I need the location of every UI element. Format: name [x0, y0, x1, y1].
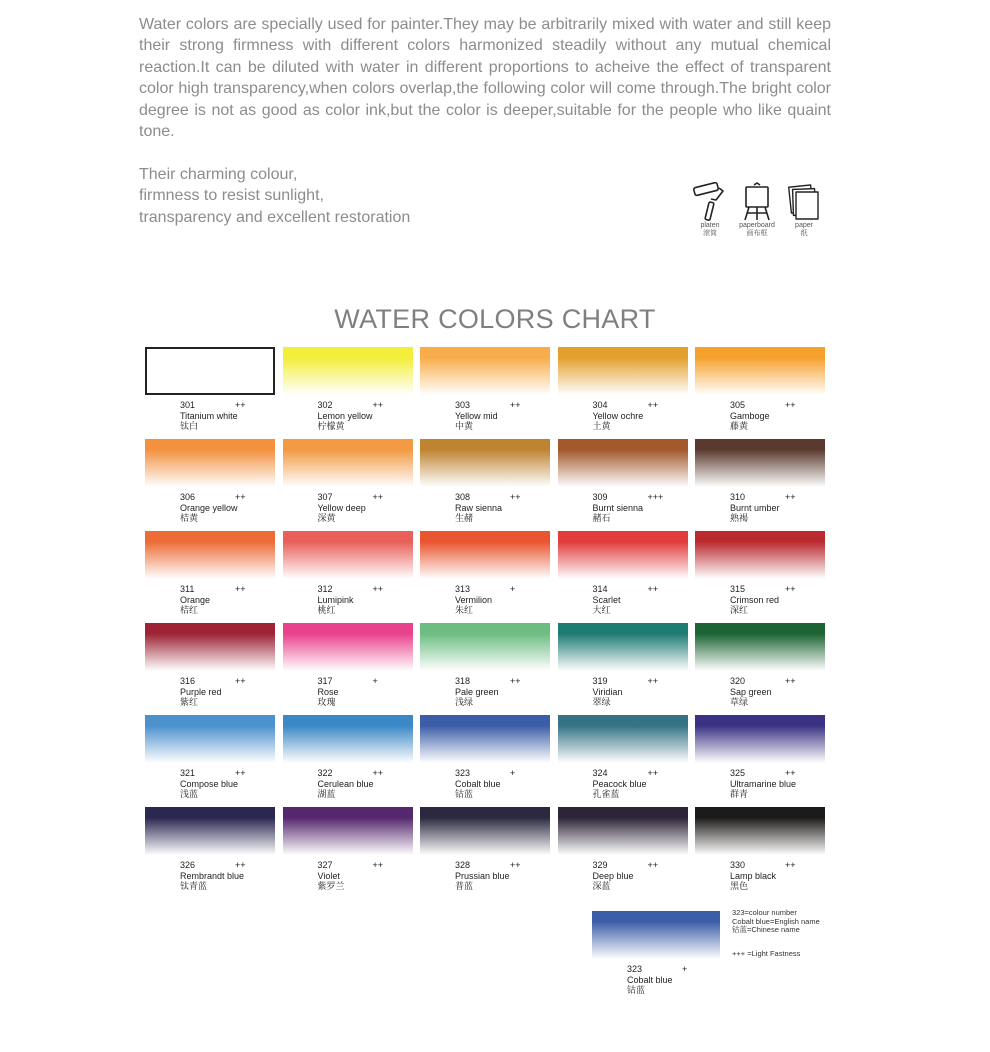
color-cell-309: [558, 439, 688, 527]
color-label: [593, 584, 659, 616]
use-label-zh: 纸: [800, 230, 808, 237]
color-cell-329: [558, 807, 688, 895]
use-label-en: paper: [795, 222, 813, 229]
color-label: [593, 860, 659, 892]
color-label: [180, 400, 246, 432]
light-fastness: ++: [235, 768, 246, 778]
color-cell-312: [283, 531, 413, 619]
color-swatch: [283, 623, 413, 671]
color-cell-310: [695, 439, 825, 527]
color-label: [593, 492, 664, 524]
color-swatch: [145, 347, 275, 395]
usage-icons: [688, 182, 833, 242]
color-name-en: Sap green: [730, 686, 772, 697]
color-name-zh: 柠檬黄: [317, 421, 345, 432]
color-name-en: Crimson red: [730, 594, 780, 605]
color-label: [318, 768, 384, 800]
color-label: [730, 860, 796, 892]
color-cell-301: [145, 347, 275, 435]
color-name-en: Viridian: [592, 686, 623, 697]
light-fastness: ++: [785, 400, 796, 410]
color-cell-322: [283, 715, 413, 803]
color-swatch: [558, 531, 688, 579]
color-name-zh: 赭石: [592, 513, 611, 524]
light-fastness: ++: [235, 676, 246, 686]
feature-line: transparency and excellent restoration: [139, 208, 411, 226]
color-label: [180, 584, 246, 616]
light-fastness: +++: [647, 492, 664, 502]
color-label: [730, 768, 796, 800]
paper-stack-icon: [784, 182, 824, 222]
light-fastness: ++: [647, 584, 659, 594]
color-name-en: Purple red: [180, 686, 222, 697]
light-fastness: ++: [372, 584, 384, 594]
color-swatch: [420, 347, 550, 395]
color-number: 304: [592, 400, 608, 410]
color-name-zh: 钛青蓝: [180, 881, 208, 892]
color-swatch: [283, 715, 413, 763]
color-label: [730, 584, 796, 616]
color-cell-313: [420, 531, 550, 619]
legend-swatch: [592, 911, 720, 959]
color-cell-316: [145, 623, 275, 711]
light-fastness: +: [510, 584, 516, 594]
color-swatch: [145, 439, 275, 487]
light-fastness: ++: [372, 492, 384, 502]
color-name-zh: 熟褐: [730, 513, 749, 524]
color-name-en: Burnt sienna: [592, 502, 644, 513]
color-name-en: Scarlet: [592, 594, 621, 605]
color-cell-321: [145, 715, 275, 803]
color-swatch: [695, 531, 825, 579]
legend-note: 323=colour number: [732, 908, 797, 917]
color-number: 314: [592, 584, 608, 594]
light-fastness: ++: [785, 768, 796, 778]
light-fastness: ++: [785, 584, 796, 594]
color-name-en: Yellow deep: [317, 502, 366, 513]
light-fastness: +: [510, 768, 516, 778]
color-name-zh: 黑色: [730, 881, 749, 892]
color-name-zh: 钛白: [180, 421, 199, 432]
color-name-zh: 钴蓝: [455, 789, 474, 800]
color-number: 305: [730, 400, 746, 410]
color-cell-302: [283, 347, 413, 435]
color-number: 311: [180, 584, 195, 594]
color-cell-328: [420, 807, 550, 895]
color-name-en: Rose: [317, 686, 339, 697]
color-name-zh: 藤黄: [730, 421, 749, 432]
color-name-en: Burnt umber: [730, 502, 780, 513]
color-cell-319: [558, 623, 688, 711]
color-number: 303: [455, 400, 471, 410]
legend: [592, 908, 832, 1011]
color-cell-306: [145, 439, 275, 527]
use-label-en: platen: [700, 222, 720, 229]
color-name-en: Raw sienna: [455, 502, 503, 513]
color-cell-317: [283, 623, 413, 711]
color-name-en: Orange: [180, 594, 211, 605]
features-list: [139, 164, 410, 228]
legend-note: 钴蓝=Chinese name: [732, 925, 800, 935]
color-swatch: [558, 439, 688, 487]
color-label: [318, 492, 384, 524]
color-name-en: Gamboge: [730, 410, 770, 421]
intro-paragraph: Water colors are specially used for painter.They may be arbitrarily mixed with water and still keep their strong firmness with different colors harmonized steadily without any mutual chemical reaction.It can be diluted with water in different proportions to acheive the effect of transparent color high transparency,when colors overlap,the following color will come through.The bright color degree is not as good as color ink,but the color is deeper,suitable for the people who like quaint tone.: [139, 16, 831, 141]
use-paperboard: [735, 182, 779, 238]
color-number: 323: [627, 964, 643, 974]
light-fastness: ++: [647, 768, 659, 778]
color-swatch: [695, 439, 825, 487]
light-fastness: ++: [235, 584, 246, 594]
color-name-en: Cobalt blue: [627, 974, 673, 985]
light-fastness: +: [372, 676, 378, 686]
color-swatch: [283, 347, 413, 395]
color-name-zh: 孔雀蓝: [592, 789, 620, 800]
color-number: 320: [730, 676, 746, 686]
color-number: 323: [455, 768, 471, 778]
color-number: 329: [592, 860, 608, 870]
color-label: [318, 400, 384, 432]
color-number: 312: [317, 584, 333, 594]
color-swatch: [283, 807, 413, 855]
color-label: [455, 676, 521, 708]
color-cell-315: [695, 531, 825, 619]
light-fastness: ++: [510, 676, 521, 686]
color-name-zh: 湖蓝: [317, 789, 336, 800]
color-swatch: [420, 439, 550, 487]
color-swatch: [420, 623, 550, 671]
color-name-en: Ultramarine blue: [730, 778, 797, 789]
color-swatch: [695, 347, 825, 395]
color-number: 328: [455, 860, 471, 870]
color-label: [730, 400, 796, 432]
color-name-zh: 普蓝: [455, 881, 474, 892]
color-swatch: [420, 715, 550, 763]
light-fastness: ++: [510, 492, 521, 502]
light-fastness: ++: [647, 400, 659, 410]
color-label: [455, 492, 521, 524]
color-name-zh: 群青: [730, 789, 749, 800]
color-name-zh: 深红: [730, 605, 749, 616]
color-cell-318: [420, 623, 550, 711]
color-number: 322: [317, 768, 333, 778]
color-number: 310: [730, 492, 746, 502]
color-name-en: Vermilion: [455, 594, 493, 605]
color-name-en: Orange yellow: [180, 502, 238, 513]
color-label: [318, 584, 384, 616]
color-label: [593, 768, 659, 800]
color-name-en: Lamp black: [730, 870, 777, 881]
light-fastness: ++: [372, 400, 384, 410]
legend-note: Cobalt blue=English name: [732, 916, 820, 926]
color-name-zh: 深黄: [317, 513, 336, 524]
color-name-en: Compose blue: [180, 778, 239, 789]
color-swatch: [145, 623, 275, 671]
color-label: [180, 676, 246, 708]
color-number: 324: [592, 768, 608, 778]
color-name-en: Rembrandt blue: [180, 870, 245, 881]
color-number: 317: [317, 676, 333, 686]
color-number: 316: [180, 676, 196, 686]
light-fastness: ++: [785, 860, 796, 870]
light-fastness: ++: [647, 676, 659, 686]
color-cell-311: [145, 531, 275, 619]
use-platen: [688, 182, 732, 238]
legend-label: [627, 964, 687, 996]
color-name-zh: 生赭: [455, 513, 474, 524]
color-name-zh: 中黄: [455, 421, 474, 432]
legend-notes: [732, 909, 820, 958]
color-number: 301: [180, 400, 196, 410]
legend-note: +++ =Light Fastness: [732, 948, 801, 958]
use-paper: [782, 182, 826, 238]
color-name-zh: 草绿: [730, 697, 749, 708]
color-swatch: [558, 715, 688, 763]
color-label: [180, 492, 246, 524]
color-name-en: Deep blue: [592, 870, 634, 881]
color-cell-303: [420, 347, 550, 435]
color-cell-307: [283, 439, 413, 527]
color-name-zh: 浅蓝: [180, 789, 199, 800]
color-name-zh: 朱红: [455, 605, 474, 616]
color-name-zh: 桔黄: [180, 513, 199, 524]
light-fastness: ++: [785, 492, 796, 502]
color-label: [180, 860, 246, 892]
use-label-zh: 画布框: [746, 230, 768, 237]
color-name-en: Prussian blue: [455, 870, 510, 881]
color-cell-320: [695, 623, 825, 711]
light-fastness: ++: [372, 768, 384, 778]
color-label: [455, 860, 521, 892]
light-fastness: ++: [372, 860, 384, 870]
color-name-zh: 紫红: [180, 697, 199, 708]
color-number: 302: [317, 400, 333, 410]
color-label: [455, 768, 515, 800]
color-swatch: [145, 807, 275, 855]
color-swatch: [283, 531, 413, 579]
color-number: 318: [455, 676, 471, 686]
color-cell-305: [695, 347, 825, 435]
light-fastness: ++: [510, 860, 521, 870]
light-fastness: ++: [647, 860, 659, 870]
color-number: 313: [455, 584, 471, 594]
color-name-en: Cerulean blue: [317, 778, 374, 789]
color-number: 326: [180, 860, 196, 870]
light-fastness: +: [682, 964, 688, 974]
light-fastness: ++: [235, 492, 246, 502]
color-cell-314: [558, 531, 688, 619]
color-swatch: [558, 347, 688, 395]
color-name-zh: 玫瑰: [317, 697, 336, 708]
color-cell-323: [420, 715, 550, 803]
color-label: [455, 584, 515, 616]
color-cell-326: [145, 807, 275, 895]
chart-title: WATER COLORS CHART: [334, 304, 656, 334]
color-name-en: Peacock blue: [592, 778, 647, 789]
color-swatch: [145, 715, 275, 763]
use-label-zh: 滚筒: [703, 230, 717, 237]
color-cell-330: [695, 807, 825, 895]
color-name-zh: 翠绿: [592, 697, 611, 708]
color-label: [730, 492, 796, 524]
feature-line: firmness to resist sunlight,: [139, 187, 324, 205]
color-cell-304: [558, 347, 688, 435]
color-number: 321: [180, 768, 196, 778]
color-number: 307: [317, 492, 333, 502]
color-cell-324: [558, 715, 688, 803]
color-number: 330: [730, 860, 746, 870]
color-label: [593, 400, 659, 432]
color-swatch: [145, 531, 275, 579]
color-swatch: [695, 715, 825, 763]
color-label: [593, 676, 659, 708]
light-fastness: ++: [235, 860, 246, 870]
light-fastness: ++: [510, 400, 521, 410]
color-number: 325: [730, 768, 746, 778]
feature-line: Their charming colour,: [139, 166, 298, 183]
color-label: [318, 860, 384, 892]
color-name-zh: 浅绿: [455, 697, 474, 708]
color-swatch: [695, 807, 825, 855]
color-label: [318, 676, 378, 708]
light-fastness: ++: [235, 400, 246, 410]
color-number: 308: [455, 492, 471, 502]
color-cell-308: [420, 439, 550, 527]
color-name-en: Yellow ochre: [592, 410, 644, 421]
color-number: 315: [730, 584, 746, 594]
color-name-en: Pale green: [455, 686, 499, 697]
color-name-en: Titanium white: [180, 410, 238, 421]
color-swatch: [558, 807, 688, 855]
color-number: 306: [180, 492, 196, 502]
color-name-en: Lumipink: [317, 594, 354, 605]
color-name-zh: 深蓝: [592, 881, 611, 892]
color-name-en: Yellow mid: [455, 410, 498, 421]
color-name-zh: 大红: [592, 605, 611, 616]
color-number: 319: [592, 676, 608, 686]
use-label-en: paperboard: [739, 222, 775, 229]
color-swatch: [420, 807, 550, 855]
color-cell-325: [695, 715, 825, 803]
light-fastness: ++: [785, 676, 796, 686]
color-swatch: [420, 531, 550, 579]
color-name-en: Cobalt blue: [455, 778, 501, 789]
color-name-zh: 土黄: [592, 421, 611, 432]
color-name-zh: 桔红: [180, 605, 199, 616]
color-name-zh: 钴蓝: [627, 985, 646, 996]
color-number: 309: [592, 492, 608, 502]
color-label: [455, 400, 521, 432]
color-swatch: [558, 623, 688, 671]
color-name-en: Violet: [317, 870, 340, 881]
color-label: [180, 768, 246, 800]
color-swatch: [695, 623, 825, 671]
color-name-zh: 紫罗兰: [317, 881, 345, 892]
color-label: [730, 676, 796, 708]
color-name-zh: 桃红: [317, 605, 336, 616]
color-cell-327: [283, 807, 413, 895]
color-name-en: Lemon yellow: [317, 410, 373, 421]
color-swatch: [283, 439, 413, 487]
paint-roller-icon: [690, 182, 730, 222]
easel-icon: [737, 182, 777, 222]
color-number: 327: [317, 860, 333, 870]
